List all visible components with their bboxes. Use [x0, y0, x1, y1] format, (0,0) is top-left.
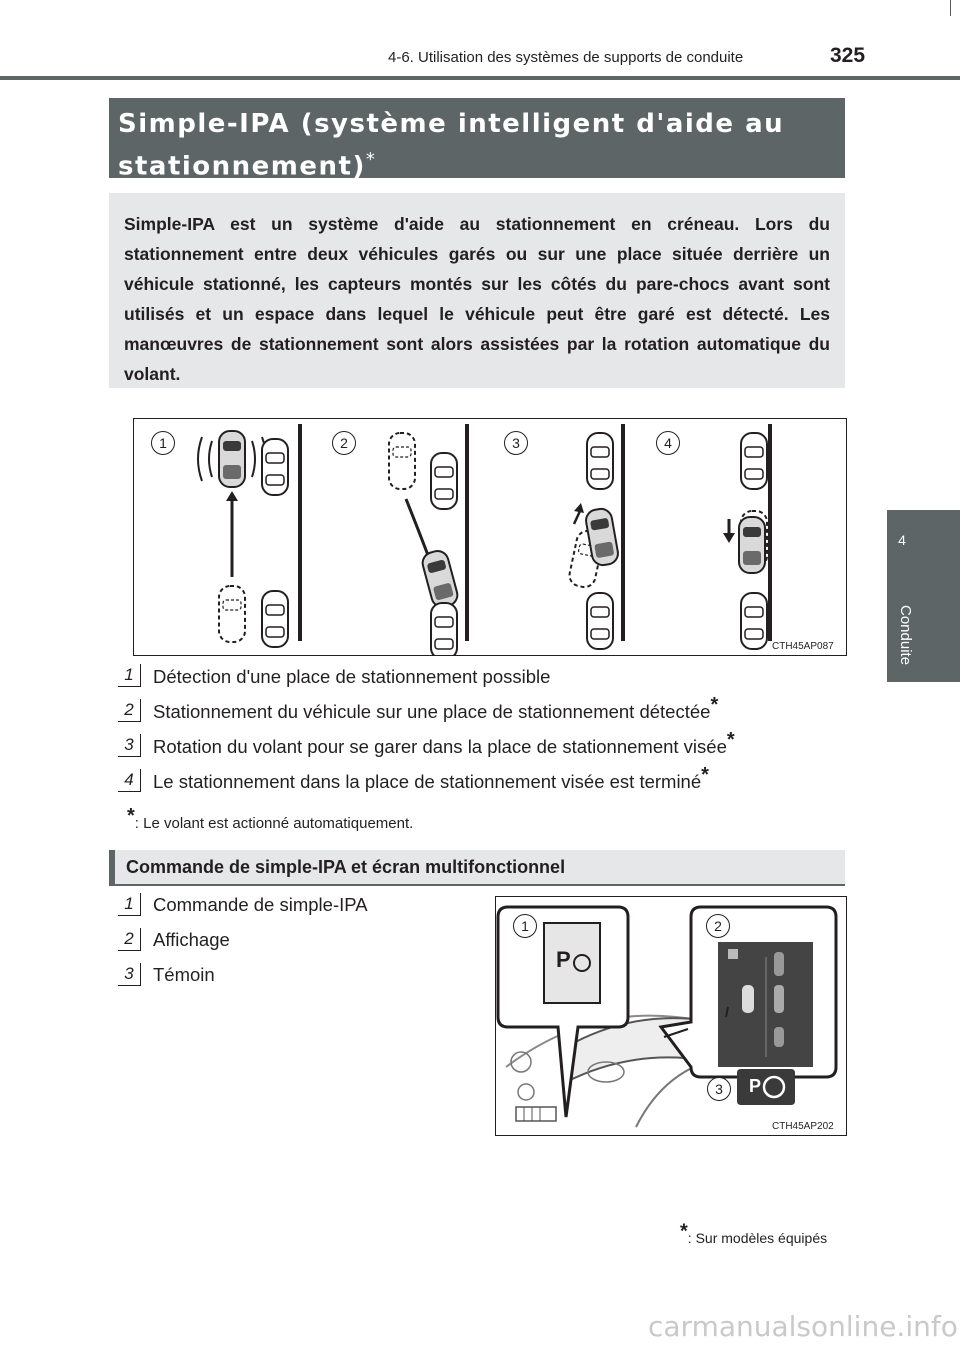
list-number: 1: [118, 664, 141, 687]
list-item-text: Détection d'une place de stationnement possible: [153, 666, 551, 687]
asterisk-marker: *: [680, 1220, 688, 1243]
list-item: [153, 763, 709, 793]
callout-label-1: 1: [513, 914, 537, 938]
list-item: [153, 666, 550, 688]
subheading-marker: [109, 850, 115, 884]
figure-code: CTH45AP202: [772, 1121, 834, 1132]
list-item-text: Rotation du volant pour se garer dans la place de stationnement visée: [153, 736, 727, 757]
asterisk-marker: *: [701, 763, 709, 786]
step-label-1: 1: [151, 431, 175, 455]
list-number: 2: [118, 699, 141, 722]
list-number: 3: [118, 963, 141, 986]
list-item-text: Témoin: [153, 964, 215, 985]
callout-label-3: 3: [707, 1077, 731, 1101]
asterisk-marker: *: [710, 693, 719, 716]
list-number: 2: [118, 928, 141, 951]
chapter-label: Conduite: [897, 605, 914, 666]
callout-label-2: 2: [706, 914, 730, 938]
list-item-text: Affichage: [153, 929, 230, 950]
dashboard-illustration: [495, 896, 847, 1136]
figure-code: CTH45AP087: [772, 641, 834, 652]
list-item: [153, 728, 735, 758]
watermark: carmanualsonline.info: [648, 1310, 958, 1343]
list-item-text: Commande de simple-IPA: [153, 894, 368, 915]
list-number: 4: [118, 769, 141, 792]
section-title-text: Simple-IPA (système intelligent d'aide au stationnement): [118, 109, 785, 182]
asterisk-marker: *: [726, 728, 735, 751]
subheading-rule: [109, 884, 845, 886]
header-rule: [0, 76, 960, 80]
page-number: 325: [830, 44, 866, 67]
indicator-letter: P: [749, 1076, 762, 1096]
step-label-2: 2: [332, 431, 356, 455]
footer-note: [680, 1220, 828, 1246]
subheading: Commande de simple-IPA et écran multifonctionnel: [126, 857, 566, 877]
list-number: 3: [118, 734, 141, 757]
asterisk-marker: *: [127, 805, 135, 827]
dashboard-drawing: [496, 897, 846, 1135]
footnote: [127, 805, 414, 832]
list-number: 1: [118, 893, 141, 916]
title-asterisk: *: [365, 149, 377, 170]
crop-mark: [950, 0, 951, 16]
header-section-title: 4-6. Utilisation des systèmes de supports de conduite: [388, 49, 744, 66]
list-item-text: Stationnement du véhicule sur une place de stationnement détectée: [153, 701, 711, 722]
parking-steps-illustration: [133, 418, 847, 656]
footnote-text: : Le volant est actionné automatiquement.: [134, 815, 414, 832]
chapter-number: 4: [898, 532, 906, 548]
ipa-switch-letter: P: [556, 947, 571, 972]
list-item: [153, 693, 719, 723]
step-label-4: 4: [656, 431, 680, 455]
footer-note-text: : Sur modèles équipés: [687, 1230, 828, 1246]
parking-steps-drawing: [134, 419, 846, 655]
list-item-text: Le stationnement dans la place de stationnement visée est terminé: [153, 771, 702, 792]
step-label-3: 3: [504, 431, 528, 455]
section-title: [118, 106, 828, 185]
intro-paragraph: Simple-IPA est un système d'aide au stationnement en créneau. Lors du stationnement entre deux véhicules garés ou sur une place située derrière un véhicule stationné, les capteurs montés sur les côtés du pare-chocs avant sont utilisés et un espace dans lequel le véhicule peut être garé est détecté. Les manœuvres de stationnement sont alors assistées par la rotation automatique du volant.: [124, 214, 830, 384]
